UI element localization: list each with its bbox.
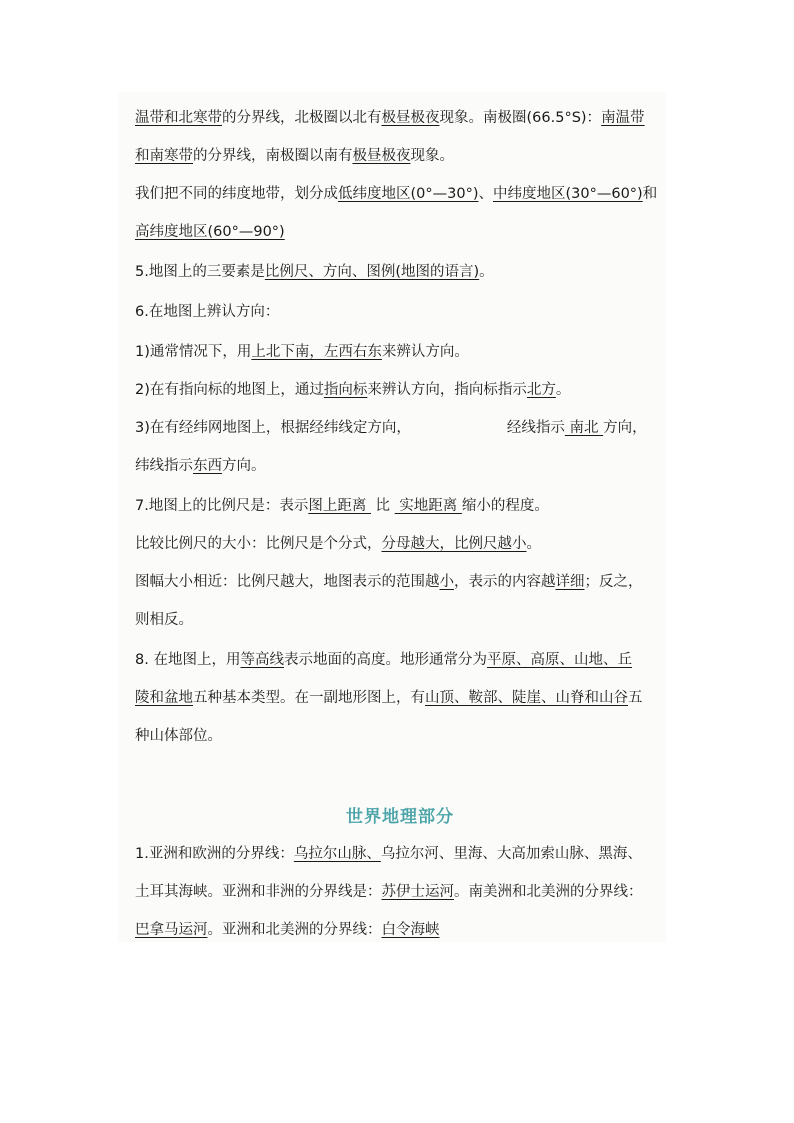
item-6-3: [135, 418, 647, 438]
underlined-term: 乌拉尔山脉、: [293, 846, 381, 862]
text-run: 方向。: [222, 458, 266, 474]
text-run: 和: [642, 186, 658, 202]
item-8-cont: [135, 688, 643, 708]
underlined-term: 等高线: [240, 652, 284, 668]
item-6-heading: 6.在地图上辨认方向：: [135, 304, 280, 320]
underlined-term: 温带和北寒带: [135, 110, 222, 126]
text-run: 。: [555, 382, 571, 398]
underlined-term: 详细: [555, 574, 585, 590]
underlined-term: 白令海峡: [381, 922, 440, 938]
underlined-term: 南北: [564, 420, 604, 436]
paragraph-line: [135, 108, 645, 128]
world-item-1-cont: [135, 920, 440, 940]
text-run: 我们把不同的纬度地带，划分成: [135, 186, 338, 202]
text-run: 图幅大小相近：比例尺越大，地图表示的范围越: [135, 574, 440, 590]
underlined-term: 北方: [526, 382, 556, 398]
section-title: 世界地理部分: [346, 807, 454, 827]
item-7-c-cont: 则相反。: [135, 612, 193, 628]
underlined-term: 实地距离: [394, 498, 462, 514]
text-run: 7.地图上的比例尺是：表示: [135, 498, 309, 514]
underlined-term: 低纬度地区(0°—30°): [338, 186, 479, 202]
world-item-1-cont: [135, 882, 643, 902]
text-run: 乌拉尔河、里海、大高加索山脉、黑海、: [380, 846, 642, 862]
underlined-term: 平原、高原、山地、丘: [486, 652, 632, 668]
text-run: 土耳其海峡。亚洲和非洲的分界线是：: [135, 884, 382, 900]
text-run: 的分界线，南极圈以南有: [193, 148, 353, 164]
item-6-3-cont: [135, 456, 266, 476]
underlined-term: 苏伊士运河: [381, 884, 454, 900]
underlined-term: 图上距离: [308, 498, 371, 514]
underlined-term: 和南寒带: [135, 148, 193, 164]
text-run: 。亚洲和北美洲的分界线：: [207, 922, 382, 938]
underlined-term: 比例尺、方向、图例(地图的语言): [264, 264, 480, 280]
underlined-term: 指向标: [323, 382, 368, 398]
underlined-term: 山顶、鞍部、陡崖、山脊和山谷: [425, 690, 628, 706]
item-6-2: [135, 380, 570, 400]
item-8-cont: 种山体部位。: [135, 728, 222, 744]
underlined-term: 极昼极夜: [352, 148, 411, 164]
text-run: 纬线指示: [135, 458, 193, 474]
underlined-term: 分母越大，比例尺越小: [381, 536, 527, 552]
text-run: 五: [628, 690, 643, 706]
item-5: [135, 262, 494, 282]
text-run: 五种基本类型。在一副地形图上，有: [193, 690, 425, 706]
underlined-term: 小: [439, 574, 454, 590]
item-8: [135, 650, 632, 670]
underlined-term: 南温带: [601, 110, 645, 126]
text-run: 经线指示: [506, 420, 565, 436]
text-run: 的分界线，北极圈以北有: [222, 110, 382, 126]
text-run: 来辨认方向，指向标指示: [367, 382, 527, 398]
underlined-term: 上北下南，左西右东: [251, 344, 382, 360]
text-run: ，表示的内容越: [454, 574, 556, 590]
paragraph-line: [135, 184, 657, 204]
paragraph-line: [135, 222, 285, 242]
underlined-term: 东西: [193, 458, 222, 474]
text-run: 2)在有指向标的地图上，通过: [135, 382, 324, 398]
text-run: 缩小的程度。: [461, 498, 549, 514]
underlined-term: 极昼极夜: [381, 110, 440, 126]
text-run: 1.亚洲和欧洲的分界线：: [135, 846, 294, 862]
text-run: 方向，: [603, 420, 647, 436]
text-run: 。: [526, 536, 541, 552]
item-7-b: [135, 534, 541, 554]
underlined-term: 陵和盆地: [135, 690, 193, 706]
item-7-c: [135, 572, 643, 592]
paragraph-line: [135, 146, 454, 166]
text-run: 5.地图上的三要素是: [135, 264, 265, 280]
text-run: 8. 在地图上，用: [135, 652, 241, 668]
text-run: 1)通常情况下，用: [135, 344, 252, 360]
text-run: 、: [478, 186, 493, 202]
text-run: 比较比例尺的大小：比例尺是个分式，: [135, 536, 382, 552]
text-run: 比: [370, 498, 395, 514]
text-run: 3)在有经纬网地图上，根据经纬线定方向，: [135, 420, 411, 436]
text-run: 。南美洲和北美洲的分界线：: [454, 884, 643, 900]
item-6-1: [135, 342, 469, 362]
text-run: ；反之，: [584, 574, 643, 590]
text-run: 现象。南极圈(66.5°S)：: [439, 110, 602, 126]
underlined-term: 高纬度地区(60°—90°): [135, 224, 285, 240]
world-item-1: [135, 844, 642, 864]
item-7: [135, 496, 549, 516]
text-run: 表示地面的高度。地形通常分为: [283, 652, 487, 668]
text-run: 来辨认方向。: [381, 344, 469, 360]
text-run: 。: [479, 264, 494, 280]
text-run: 现象。: [410, 148, 454, 164]
underlined-term: 中纬度地区(30°—60°): [493, 186, 643, 202]
underlined-term: 巴拿马运河: [135, 922, 208, 938]
